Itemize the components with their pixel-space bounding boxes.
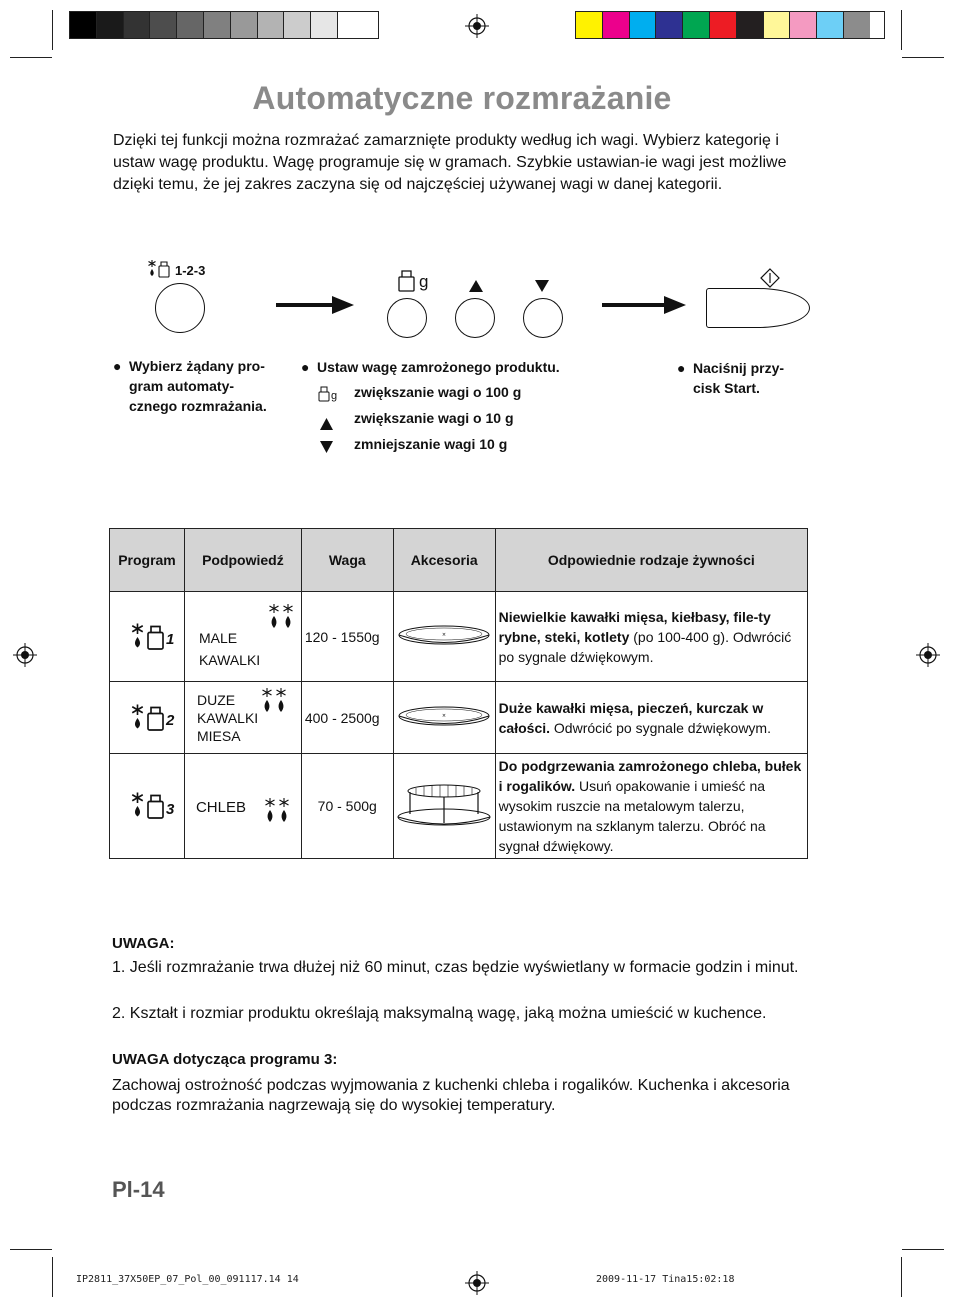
hint-cell: CHLEB	[184, 754, 301, 859]
process-color-bar	[575, 11, 885, 39]
down-triangle-icon	[320, 441, 333, 453]
program-number: 2	[166, 712, 175, 729]
defrost-hint-icon	[260, 687, 288, 715]
header-accessory: Akcesoria	[393, 529, 495, 592]
footer-file: IP2811_37X50EP_07_Pol_00_091117.14 14	[76, 1274, 299, 1285]
accessory-cell	[393, 592, 495, 682]
down-triangle-icon	[535, 280, 549, 292]
crop-mark	[52, 1257, 53, 1297]
bullet: ●	[113, 358, 122, 374]
accessory-cell	[393, 682, 495, 754]
crop-mark	[10, 1249, 52, 1250]
arrow-2	[602, 303, 676, 307]
program-number: 1	[166, 631, 175, 648]
glass-tray-icon	[397, 620, 491, 650]
hint-cell: MALE KAWALKI	[184, 592, 301, 682]
color-swatch	[124, 12, 151, 38]
table-row	[110, 754, 808, 859]
color-swatch	[656, 12, 683, 38]
color-swatch	[284, 12, 311, 38]
step2-item-3: zmniejszanie wagi 10 g	[354, 436, 508, 452]
weight-unit-label: g	[419, 272, 429, 291]
color-swatch	[311, 12, 338, 38]
crop-mark	[902, 1249, 944, 1250]
arrow-1	[276, 303, 344, 307]
step2-item-1: zwiększanie wagi o 100 g	[354, 384, 522, 400]
color-swatch	[576, 12, 603, 38]
start-button[interactable]	[706, 288, 810, 328]
note-heading: UWAGA:	[112, 935, 175, 952]
page-title: Automatyczne rozmrażanie	[252, 80, 672, 116]
auto-defrost-icon	[130, 791, 166, 821]
program-label: 1-2-3	[175, 263, 206, 278]
defrost-hint-icon	[263, 797, 291, 825]
step1-text: ● Wybierz żądany pro- gram automaty- cznego rozmrażania.	[113, 358, 267, 414]
svg-text:×: ×	[442, 713, 447, 719]
registration-mark-icon	[916, 643, 940, 667]
color-swatch	[150, 12, 177, 38]
page-number: Pl-14	[112, 1177, 165, 1202]
registration-mark-icon	[465, 1271, 489, 1295]
program-cell	[110, 682, 185, 754]
color-swatch	[844, 12, 870, 38]
color-swatch	[97, 12, 124, 38]
food-cell: Duże kawałki mięsa, pieczeń, kurczak w całości. Odwrócić po sygnale dźwiękowym.	[495, 682, 807, 754]
header-program: Program	[110, 529, 185, 592]
color-swatch	[737, 12, 764, 38]
high-rack-icon	[396, 781, 492, 829]
defrost-program-button[interactable]	[155, 283, 205, 333]
color-swatch	[790, 12, 817, 38]
program-cell	[110, 754, 185, 859]
color-swatch	[258, 12, 285, 38]
defrost-hint-icon	[267, 603, 295, 631]
color-swatch	[204, 12, 231, 38]
svg-text:×: ×	[442, 632, 447, 638]
auto-defrost-icon	[130, 622, 166, 652]
weight-cell: 120 - 1550g	[301, 592, 393, 682]
food-cell: Niewielkie kawałki mięsa, kiełbasy, file-ty rybne, steki, kotlety (po 100-400 g). Odwrócić po sygnale dźwiękowym.	[495, 592, 807, 682]
step2-item-2: zwiększanie wagi o 10 g	[354, 410, 514, 426]
color-swatch	[683, 12, 710, 38]
color-swatch	[710, 12, 737, 38]
weight-unit-small: g	[331, 390, 338, 402]
header-food: Odpowiednie rodzaje żywności	[495, 529, 807, 592]
weight-100g-button[interactable]	[387, 298, 427, 338]
color-swatch	[603, 12, 630, 38]
up-triangle-icon	[320, 418, 333, 430]
registration-mark-icon	[465, 14, 489, 38]
weight-up-button[interactable]	[455, 298, 495, 338]
header-hint: Podpowiedź	[184, 529, 301, 592]
auto-defrost-icon	[147, 259, 171, 279]
weight-down-button[interactable]	[523, 298, 563, 338]
color-swatch	[764, 12, 791, 38]
intro-paragraph: Dzięki tej funkcji można rozmrażać zamarznięte produkty według ich wagi. Wybierz kategorię i ustaw wagę produktu. Wagę programuje się w gramach. Szybkie ustawian-ie wagi jest możliwe dzięki temu, że jej zakres zaczyna się od najczęściej używanej wagi w danej kategorii.	[113, 132, 787, 193]
color-swatch	[70, 12, 97, 38]
table-header-row	[110, 529, 808, 592]
crop-mark	[52, 10, 53, 50]
color-swatch	[817, 12, 844, 38]
auto-defrost-icon	[130, 703, 166, 733]
registration-mark-icon	[13, 643, 37, 667]
program-table	[109, 528, 808, 859]
table-row	[110, 592, 808, 682]
glass-tray-icon	[397, 701, 491, 731]
bullet: ●	[301, 359, 310, 375]
bullet: ●	[677, 360, 686, 376]
hint-cell: DUZE KAWALKI MIESA	[184, 682, 301, 754]
grayscale-color-bar	[69, 11, 379, 39]
food-cell: Do podgrzewania zamrożonego chleba, bułek i rogalików. Usuń opakowanie i umieść na wysokim ruszcie na metalowym talerzu, ustawionym na szklanym talerzu. Obróć na sygnał dźwiękowy.	[495, 754, 807, 859]
footer-date: 2009-11-17 Tina15:02:18	[596, 1274, 735, 1285]
color-swatch	[177, 12, 204, 38]
start-icon	[760, 268, 780, 288]
crop-mark	[10, 57, 52, 58]
note-2: 2. Kształt i rozmiar produktu określają maksymalną wagę, jaką można umieścić w kuchence.	[112, 1005, 767, 1022]
note-3: Zachowaj ostrożność podczas wyjmowania z kuchenki chleba i rogalików. Kuchenka i akcesoria podczas rozmrażania nagrzewają się do wysokiej temperatury.	[112, 1077, 790, 1114]
program-cell	[110, 592, 185, 682]
table-row	[110, 682, 808, 754]
accessory-cell	[393, 754, 495, 859]
header-weight: Waga	[301, 529, 393, 592]
color-swatch	[338, 12, 364, 38]
crop-mark	[901, 1257, 902, 1297]
crop-mark	[901, 10, 902, 50]
program-number: 3	[166, 800, 175, 818]
weight-cell: 400 - 2500g	[301, 682, 393, 754]
weight-cell: 70 - 500g	[301, 754, 393, 859]
note-heading-program-3: UWAGA dotycząca programu 3:	[112, 1051, 338, 1068]
step3-text: ● Naciśnij przy- cisk Start.	[677, 360, 785, 396]
up-triangle-icon	[469, 280, 483, 292]
color-swatch	[231, 12, 258, 38]
crop-mark	[902, 57, 944, 58]
weight-icon	[397, 269, 417, 293]
weight-icon	[318, 386, 331, 402]
note-1: 1. Jeśli rozmrażanie trwa dłużej niż 60 minut, czas będzie wyświetlany w formacie godzin i minut.	[112, 959, 799, 976]
step2-text: ● Ustaw wagę zamrożonego produktu.	[301, 359, 560, 375]
color-swatch	[630, 12, 657, 38]
